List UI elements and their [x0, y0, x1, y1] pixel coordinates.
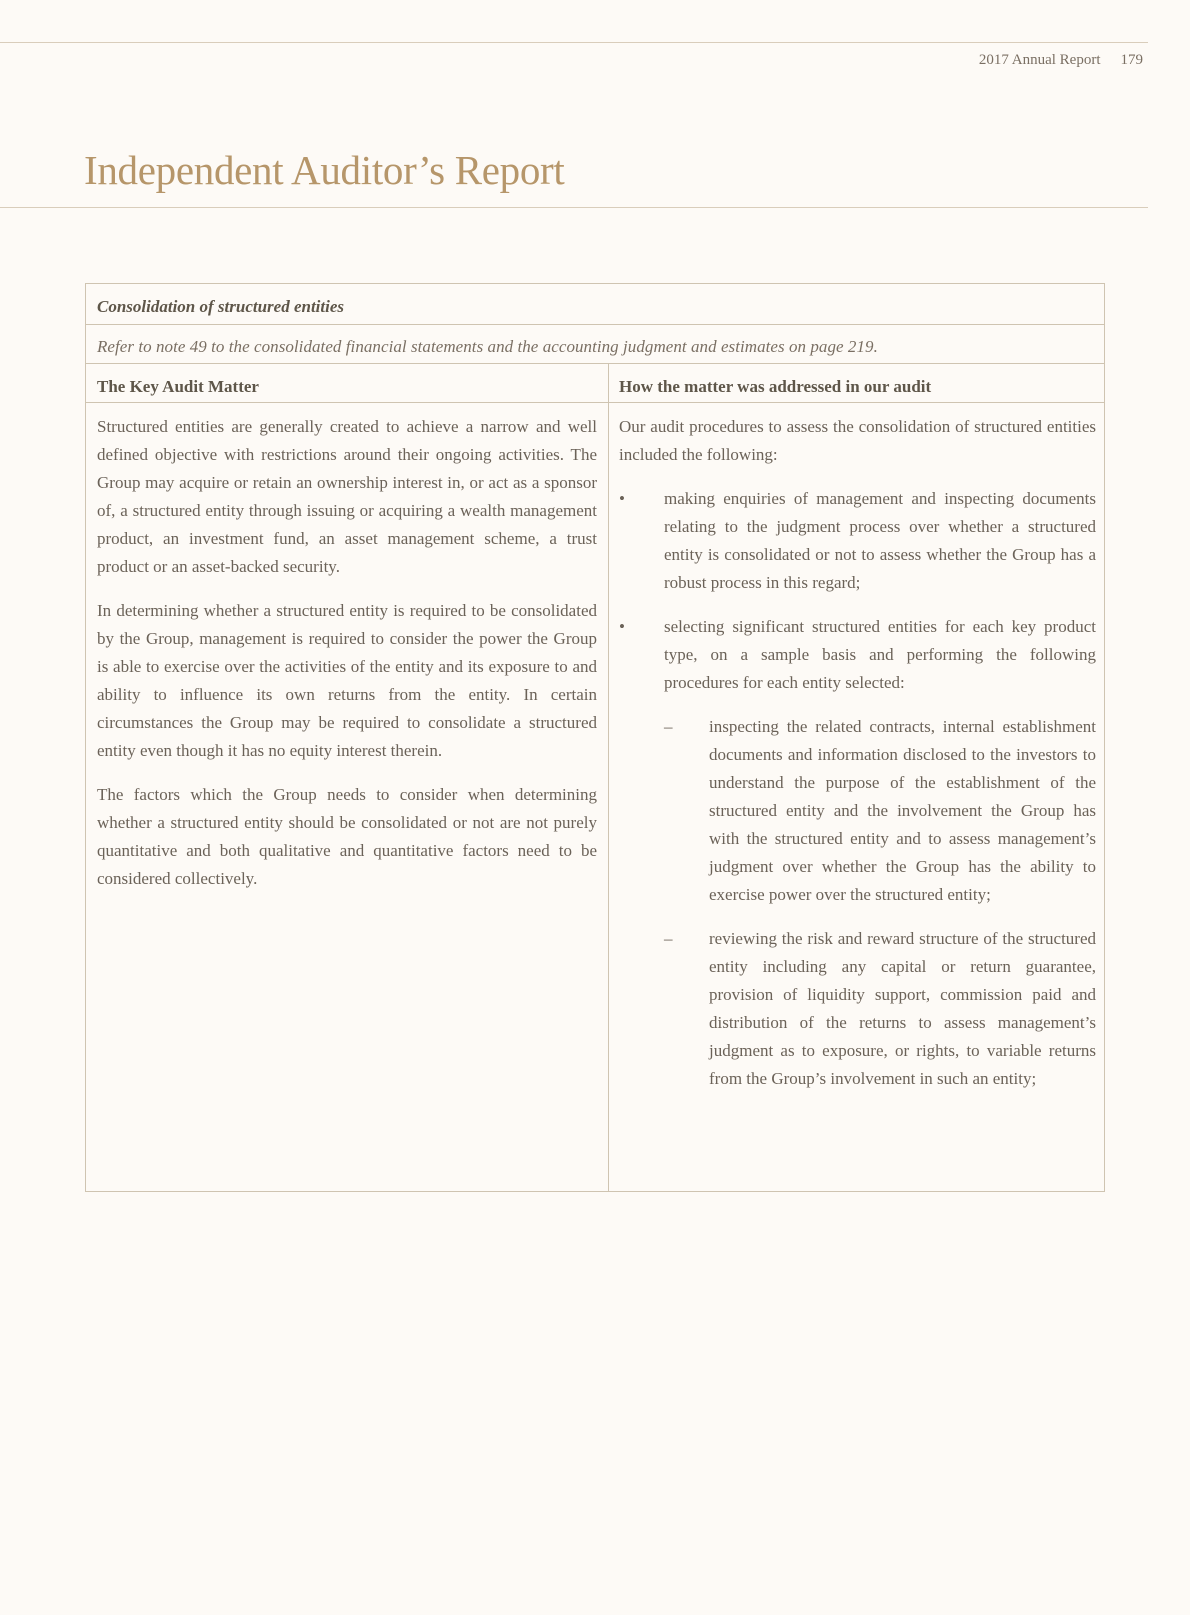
matter-paragraph: Structured entities are generally created to achieve a narrow and well defined objective with restrictions around their ongoing activities. The Group may acquire or retain an ownership interest in, or act as a sponsor of, a structured entity through issuing or acquiring a wealth management product, an investment fund, an asset management scheme, a trust product or an asset-backed security.	[97, 417, 597, 576]
list-item-text: making enquiries of management and inspecting documents relating to the judgment process over whether a structured entity is consolidated or not to assess whether the Group has a robust process in this regard;	[664, 489, 1096, 592]
bullet-icon: •	[619, 489, 625, 508]
key-audit-matter-column	[97, 413, 597, 909]
matter-paragraph: The factors which the Group needs to consider when determining whether a structured entity should be consolidated or not are not purely quantitative and both qualitative and quantitative factors need to be considered collectively.	[97, 785, 597, 888]
title-divider	[0, 207, 1148, 208]
sub-list-item	[664, 713, 1096, 909]
page-title: Independent Auditor’s Report	[84, 147, 565, 193]
page-number: 179	[1120, 52, 1143, 68]
dash-icon: –	[664, 717, 673, 736]
procedures-intro: Our audit procedures to assess the consolidation of structured entities included the following:	[619, 417, 1096, 464]
key-audit-matter-table	[85, 283, 1105, 1192]
matter-title: Consolidation of structured entities	[97, 297, 345, 316]
matter-reference: Refer to note 49 to the consolidated financial statements and the accounting judgment and estimates on page 219.	[97, 337, 878, 356]
list-item-text: selecting significant structured entities for each key product type, on a sample basis and performing the following procedures for each entity selected:	[664, 617, 1096, 692]
sub-list-item	[664, 925, 1096, 1093]
report-label: 2017 Annual Report	[978, 52, 1101, 68]
header-divider	[0, 42, 1148, 43]
column-divider	[608, 363, 609, 1191]
list-item	[619, 613, 1096, 697]
sub-list-item-text: reviewing the risk and reward structure of the structured entity including any capital or return guarantee, provision of liquidity support, commission paid and distribution of the returns to assess management’s judgment as to exposure, or rights, to variable returns from the Group’s involvement in such an entity;	[709, 929, 1096, 1088]
matter-paragraph: In determining whether a structured entity is required to be consolidated by the Group, management is required to consider the power the Group is able to exercise over the activities of the entity and its exposure to and ability to influence its own returns from the entity. In certain circumstances the Group may be required to consolidate a structured entity even though it has no equity interest therein.	[97, 601, 597, 760]
audit-response-column	[619, 413, 1096, 1109]
running-header	[979, 52, 1143, 69]
list-item	[619, 485, 1096, 597]
sub-list-item-text: inspecting the related contracts, internal establishment documents and information disclosed to the investors to understand the purpose of the establishment of the structured entity and the involvement the Group has with the structured entity and to assess management’s judgment over whether the Group has the ability to exercise power over the structured entity;	[709, 717, 1096, 904]
bullet-icon: •	[619, 617, 625, 636]
audit-response-heading: How the matter was addressed in our audit	[619, 377, 932, 396]
key-audit-matter-heading: The Key Audit Matter	[97, 377, 259, 396]
dash-icon: –	[664, 929, 673, 948]
